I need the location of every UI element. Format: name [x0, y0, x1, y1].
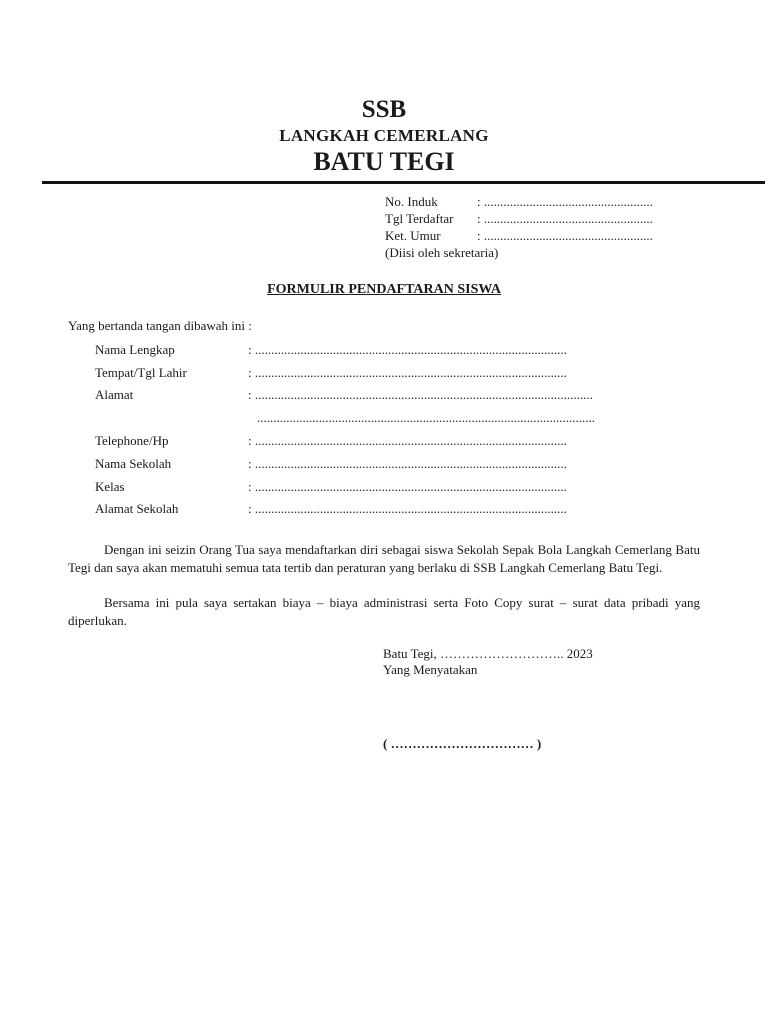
- form-title: FORMULIR PENDAFTARAN SISWA: [267, 282, 501, 297]
- field-label: Telephone/Hp: [95, 433, 169, 448]
- field-label: Alamat: [95, 387, 134, 402]
- field-blank[interactable]: : ................................................................................................: [248, 433, 567, 448]
- field-blank[interactable]: : ................................................................................................: [248, 456, 567, 471]
- office-label: No. Induk: [385, 194, 438, 209]
- office-blank[interactable]: : ....................................................: [477, 228, 653, 243]
- field-blank[interactable]: : ................................................................................................: [248, 479, 567, 494]
- field-blank[interactable]: : ................................................................................................: [248, 501, 567, 516]
- form-intro: Yang bertanda tangan dibawah ini :: [68, 318, 252, 333]
- org-acronym: SSB: [361, 96, 407, 123]
- field-blank[interactable]: : ................................................................................................: [248, 342, 567, 357]
- field-blank[interactable]: : ................................................................................................: [248, 365, 567, 380]
- org-place: BATU TEGI: [313, 147, 455, 176]
- field-label: Kelas: [95, 479, 125, 494]
- signature-place-date[interactable]: Batu Tegi, ……………………….. 2023: [383, 646, 593, 661]
- signature-name-blank[interactable]: ( …………………………… ): [383, 736, 542, 751]
- statement-paragraph-1: [68, 541, 700, 576]
- field-blank[interactable]: : ........................................................................................................: [248, 387, 593, 402]
- office-blank[interactable]: : ....................................................: [477, 194, 653, 209]
- office-blank[interactable]: : ....................................................: [477, 211, 653, 226]
- statement-paragraph-2: [68, 594, 700, 629]
- office-label: Ket. Umur: [385, 228, 441, 243]
- field-label: Tempat/Tgl Lahir: [95, 365, 187, 380]
- field-label: Nama Sekolah: [95, 456, 172, 471]
- statement-text: Dengan ini seizin Orang Tua saya mendaftarkan diri sebagai siswa Sekolah Sepak Bola Langkah Cemerlang Batu Tegi dan saya akan mematuhi semua tata tertib dan peraturan yang berlaku di SSB Langkah Cemerlang Batu Tegi.: [68, 542, 700, 575]
- field-label: Alamat Sekolah: [95, 501, 179, 516]
- org-name: LANGKAH CEMERLANG: [279, 126, 489, 145]
- header-divider: [42, 181, 765, 184]
- signature-declarant-label: Yang Menyatakan: [383, 662, 478, 677]
- statement-text: Bersama ini pula saya sertakan biaya – biaya administrasi serta Foto Copy surat – surat data pribadi yang diperlukan.: [68, 595, 700, 628]
- field-blank[interactable]: ........................................................................................................: [257, 410, 595, 425]
- field-label: Nama Lengkap: [95, 342, 175, 357]
- office-use-note: (Diisi oleh sekretaria): [385, 245, 499, 260]
- office-label: Tgl Terdaftar: [385, 211, 454, 226]
